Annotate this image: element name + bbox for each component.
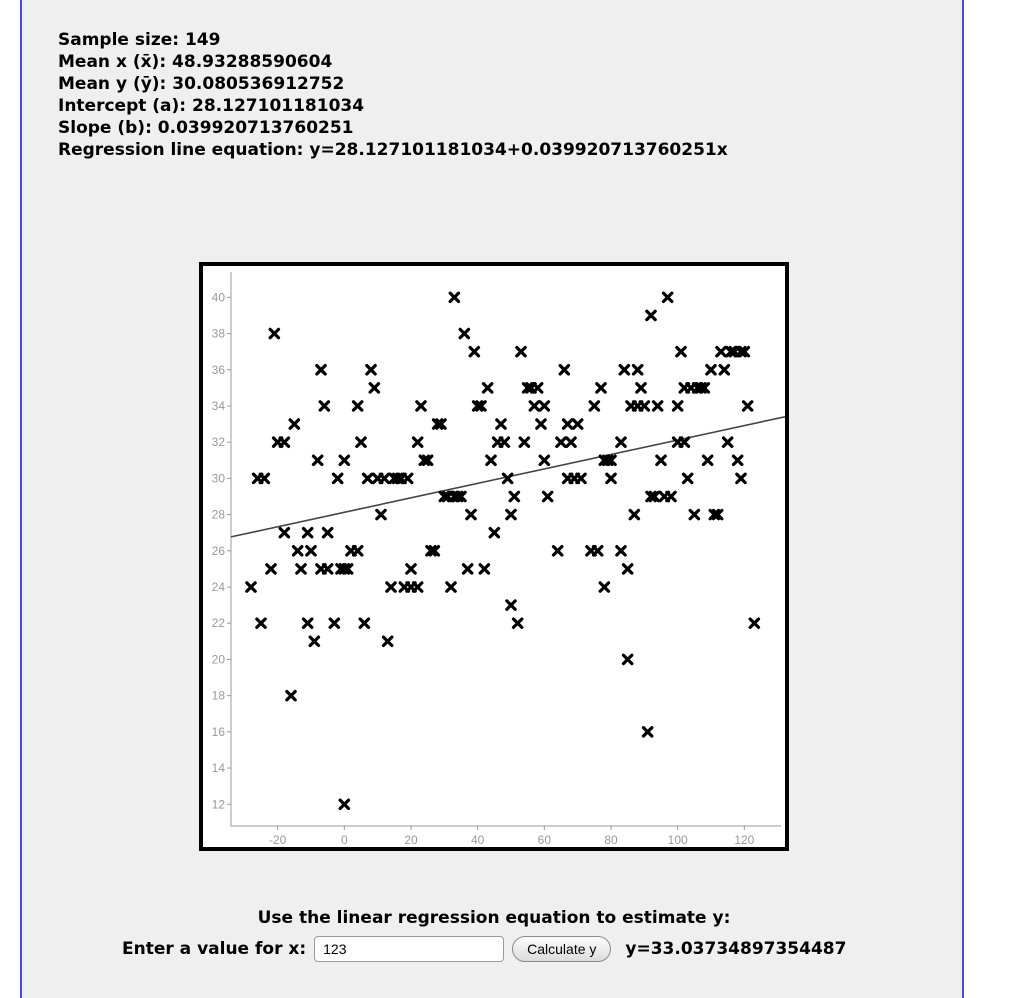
data-point xyxy=(310,637,318,645)
data-point xyxy=(530,402,538,410)
calculated-y-result: y=33.03734897354487 xyxy=(625,939,847,959)
data-point xyxy=(287,691,295,699)
data-point xyxy=(313,456,321,464)
data-point xyxy=(380,474,388,482)
data-point xyxy=(653,402,661,410)
data-point xyxy=(353,402,361,410)
y-tick-label: 22 xyxy=(211,616,225,631)
data-point xyxy=(290,420,298,428)
data-point xyxy=(497,420,505,428)
regression-equation: Regression line equation: y=28.127101181034+0.039920713760251x xyxy=(58,140,728,160)
data-point xyxy=(553,547,561,555)
x-tick-label: -20 xyxy=(268,833,287,847)
y-tick-label: 20 xyxy=(211,652,225,667)
data-point xyxy=(467,510,475,518)
data-point xyxy=(743,402,751,410)
data-point xyxy=(450,293,458,301)
data-point xyxy=(573,420,581,428)
scatter-plot xyxy=(203,266,785,847)
regression-stats xyxy=(58,29,728,161)
y-tick-label: 38 xyxy=(211,326,225,341)
y-tick-label: 14 xyxy=(211,761,225,776)
data-point xyxy=(507,601,515,609)
data-point xyxy=(667,492,675,500)
data-point xyxy=(703,456,711,464)
y-tick-label: 18 xyxy=(211,688,225,703)
mean-x: Mean x (x̄): 48.93288590604 xyxy=(58,52,333,72)
y-tick-label: 28 xyxy=(211,507,225,522)
data-point xyxy=(630,510,638,518)
y-tick-label: 30 xyxy=(211,471,225,486)
x-tick-label: 40 xyxy=(470,833,485,847)
data-point xyxy=(597,384,605,392)
y-tick-label: 12 xyxy=(211,797,225,812)
data-point xyxy=(487,456,495,464)
data-point xyxy=(303,619,311,627)
data-point xyxy=(620,366,628,374)
data-point xyxy=(340,800,348,808)
x-tick-label: 0 xyxy=(340,833,348,847)
y-tick-label: 36 xyxy=(211,362,225,377)
data-point xyxy=(403,474,411,482)
data-point xyxy=(370,384,378,392)
data-point xyxy=(633,366,641,374)
sample-size: Sample size: 149 xyxy=(58,30,221,50)
data-point xyxy=(460,329,468,337)
x-input-label: Enter a value for x: xyxy=(122,939,307,959)
data-point xyxy=(723,438,731,446)
data-point xyxy=(463,565,471,573)
data-point xyxy=(330,619,338,627)
data-point xyxy=(577,474,585,482)
data-point xyxy=(500,438,508,446)
data-point xyxy=(647,311,655,319)
data-point xyxy=(623,655,631,663)
slope: Slope (b): 0.039920713760251 xyxy=(58,118,354,138)
data-point xyxy=(623,565,631,573)
data-point xyxy=(717,347,725,355)
data-point xyxy=(543,492,551,500)
data-point xyxy=(663,293,671,301)
data-point xyxy=(537,420,545,428)
data-point xyxy=(323,565,331,573)
data-point xyxy=(280,529,288,537)
y-tick-label: 24 xyxy=(211,580,225,595)
data-point xyxy=(357,438,365,446)
data-point xyxy=(483,384,491,392)
data-point xyxy=(640,402,648,410)
data-point xyxy=(257,619,265,627)
data-point xyxy=(280,438,288,446)
data-point xyxy=(637,384,645,392)
data-point xyxy=(677,347,685,355)
data-point xyxy=(617,547,625,555)
data-point xyxy=(317,366,325,374)
data-point xyxy=(507,510,515,518)
data-point xyxy=(340,456,348,464)
data-point xyxy=(737,474,745,482)
data-point xyxy=(520,438,528,446)
data-point xyxy=(540,402,548,410)
data-point xyxy=(470,347,478,355)
x-tick-label: 20 xyxy=(404,833,418,847)
data-point xyxy=(510,492,518,500)
x-value-input[interactable] xyxy=(314,936,504,962)
y-tick-label: 26 xyxy=(211,543,225,558)
data-point xyxy=(323,529,331,537)
data-point xyxy=(607,474,615,482)
data-point xyxy=(387,583,395,591)
data-point xyxy=(503,474,511,482)
data-point xyxy=(307,547,315,555)
data-point xyxy=(260,474,268,482)
data-point xyxy=(320,402,328,410)
intercept: Intercept (a): 28.127101181034 xyxy=(58,96,365,116)
data-point xyxy=(513,619,521,627)
data-point xyxy=(643,728,651,736)
data-point xyxy=(540,456,548,464)
data-point xyxy=(563,420,571,428)
data-point xyxy=(557,438,565,446)
data-point xyxy=(517,347,525,355)
data-point xyxy=(297,565,305,573)
data-point xyxy=(293,547,301,555)
y-tick-label: 32 xyxy=(211,435,225,450)
data-point xyxy=(593,547,601,555)
data-point xyxy=(270,329,278,337)
data-point xyxy=(707,366,715,374)
data-point xyxy=(417,402,425,410)
data-point xyxy=(720,366,728,374)
data-point xyxy=(360,619,368,627)
data-point xyxy=(600,583,608,591)
data-point xyxy=(267,565,275,573)
data-point xyxy=(560,366,568,374)
x-tick-label: 100 xyxy=(667,833,688,847)
data-point xyxy=(673,402,681,410)
data-point xyxy=(303,529,311,537)
scatter-chart-frame xyxy=(199,262,789,851)
data-point xyxy=(407,565,415,573)
calculator-instruction: Use the linear regression equation to estimate y: xyxy=(257,908,731,928)
y-tick-label: 40 xyxy=(211,290,225,305)
data-point xyxy=(590,402,598,410)
data-point xyxy=(447,583,455,591)
data-point xyxy=(353,547,361,555)
data-point xyxy=(367,366,375,374)
data-point xyxy=(333,474,341,482)
x-tick-label: 60 xyxy=(537,833,552,847)
data-point xyxy=(567,438,575,446)
data-point xyxy=(247,583,255,591)
y-tick-label: 16 xyxy=(211,724,225,739)
data-point xyxy=(480,565,488,573)
mean-y: Mean y (ȳ): 30.080536912752 xyxy=(58,74,345,94)
data-point xyxy=(413,438,421,446)
content-panel xyxy=(20,0,964,998)
data-point xyxy=(733,456,741,464)
data-point xyxy=(377,510,385,518)
x-tick-label: 120 xyxy=(734,833,755,847)
data-point xyxy=(617,438,625,446)
data-point xyxy=(683,474,691,482)
data-point xyxy=(690,510,698,518)
x-tick-label: 80 xyxy=(604,833,618,847)
data-point xyxy=(383,637,391,645)
data-point xyxy=(413,583,421,591)
calculate-y-button[interactable]: Calculate y xyxy=(512,936,611,962)
data-point xyxy=(657,456,665,464)
data-point xyxy=(533,384,541,392)
y-tick-label: 34 xyxy=(211,398,225,413)
data-point xyxy=(490,529,498,537)
data-point xyxy=(363,474,371,482)
calculator-row xyxy=(122,934,846,964)
data-point xyxy=(750,619,758,627)
